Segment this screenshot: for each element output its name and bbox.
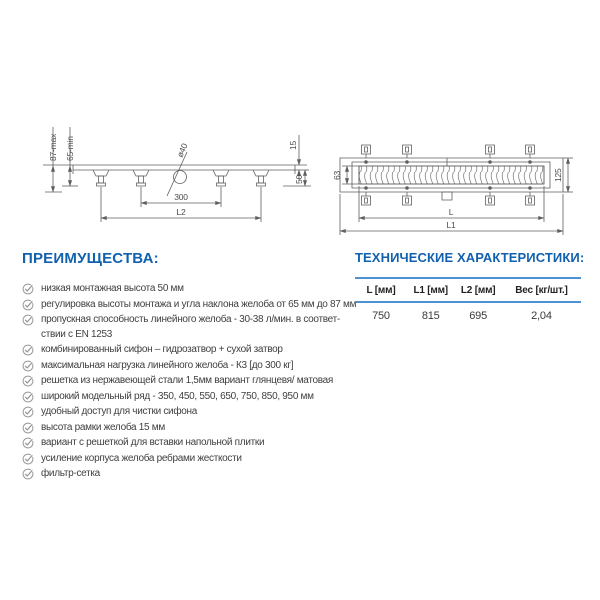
list-item: [22, 359, 344, 374]
specs-title: ТЕХНИЧЕСКИЕ ХАРАКТЕРИСТИКИ:: [355, 250, 585, 265]
list-item: [22, 282, 344, 297]
advantages-section: [22, 250, 357, 483]
check-circle-icon: [22, 406, 34, 418]
check-circle-icon: [22, 299, 34, 311]
col-header-weight: Вес [кг/шт.]: [502, 278, 581, 302]
check-circle-icon: [22, 314, 34, 326]
advantages-list: [22, 282, 357, 482]
dim-label-87max: 87-max: [48, 133, 58, 161]
dim-label-diameter: ø40: [174, 141, 190, 159]
list-item-text: усиление корпуса желоба ребрами жесткости: [41, 452, 242, 464]
top-view-drawing: [330, 118, 600, 243]
list-item-text: комбинированный сифон – гидрозатвор + сухой затвор: [41, 344, 283, 355]
check-circle-icon: [22, 344, 34, 356]
list-item: [22, 343, 344, 358]
list-item-text: максимальная нагрузка линейного желоба - К3 [до 300 кг]: [41, 359, 294, 371]
cell-l: 750: [372, 310, 390, 322]
dim-label-125: 125: [553, 168, 563, 182]
col-header-l2: L2 [мм]: [454, 278, 501, 302]
check-circle-icon: [22, 453, 34, 465]
list-item-text: решетка из нержавеющей стали 1,5мм вариант глянцевя/ матовая: [41, 375, 334, 386]
cell-l1: 815: [421, 310, 440, 322]
check-circle-icon: [22, 283, 34, 295]
list-item-text: вариант с решеткой для вставки напольной плитки: [41, 437, 265, 448]
drain-outlet: [167, 152, 187, 196]
list-item: [22, 298, 357, 313]
dim-label-63: 63: [332, 170, 342, 180]
check-circle-icon: [22, 360, 34, 372]
list-item: [22, 452, 344, 467]
list-item: [22, 467, 344, 482]
list-item: [22, 405, 344, 420]
cell-l2: 695: [469, 310, 488, 322]
advantages-title: ПРЕИМУЩЕСТВА:: [22, 250, 159, 267]
list-item: [22, 374, 344, 389]
list-item: [22, 313, 344, 342]
dim-label-65min: 65-min: [65, 136, 75, 161]
dim-label-l1: L1: [446, 220, 456, 230]
list-item-text: высота рамки желоба 15 мм: [41, 421, 165, 433]
specs-section: [355, 250, 585, 329]
side-view-drawing: [15, 95, 335, 245]
dim-label-50: 50: [294, 174, 304, 184]
list-item-text: удобный доступ для чистки сифона: [41, 406, 197, 417]
list-item-text: фильтр-сетка: [41, 468, 100, 479]
dim-label-l2: L2: [176, 207, 186, 217]
grate: [359, 166, 544, 184]
list-item: [22, 390, 344, 405]
specs-table: [355, 277, 581, 329]
list-item-text: регулировка высоты монтажа и угла наклона желоба от 65 мм до 87 мм: [41, 298, 357, 310]
dim-label-l: L: [448, 207, 454, 217]
col-header-l1: L1 [мм]: [407, 278, 454, 302]
list-item: [22, 421, 344, 436]
check-circle-icon: [22, 422, 34, 434]
check-circle-icon: [22, 391, 34, 403]
check-circle-icon: [22, 468, 34, 480]
table-header-row: [355, 278, 581, 302]
table-row: [355, 302, 581, 329]
list-item-text: низкая монтажная высота 50 мм: [41, 283, 184, 294]
dim-label-15: 15: [288, 140, 298, 150]
check-circle-icon: [22, 375, 34, 387]
check-circle-icon: [22, 437, 34, 449]
list-item-text: широкий модельный ряд - 350, 450, 550, 650, 750, 850, 950 мм: [41, 390, 314, 402]
list-item-text: пропускная способность линейного желоба - 30-38 л/мин. в соответ- ствии с EN 1253: [41, 314, 340, 340]
dim-label-300: 300: [174, 192, 188, 202]
cell-weight: 2,04: [531, 310, 552, 322]
col-header-l: L [мм]: [355, 278, 407, 302]
list-item: [22, 436, 344, 451]
